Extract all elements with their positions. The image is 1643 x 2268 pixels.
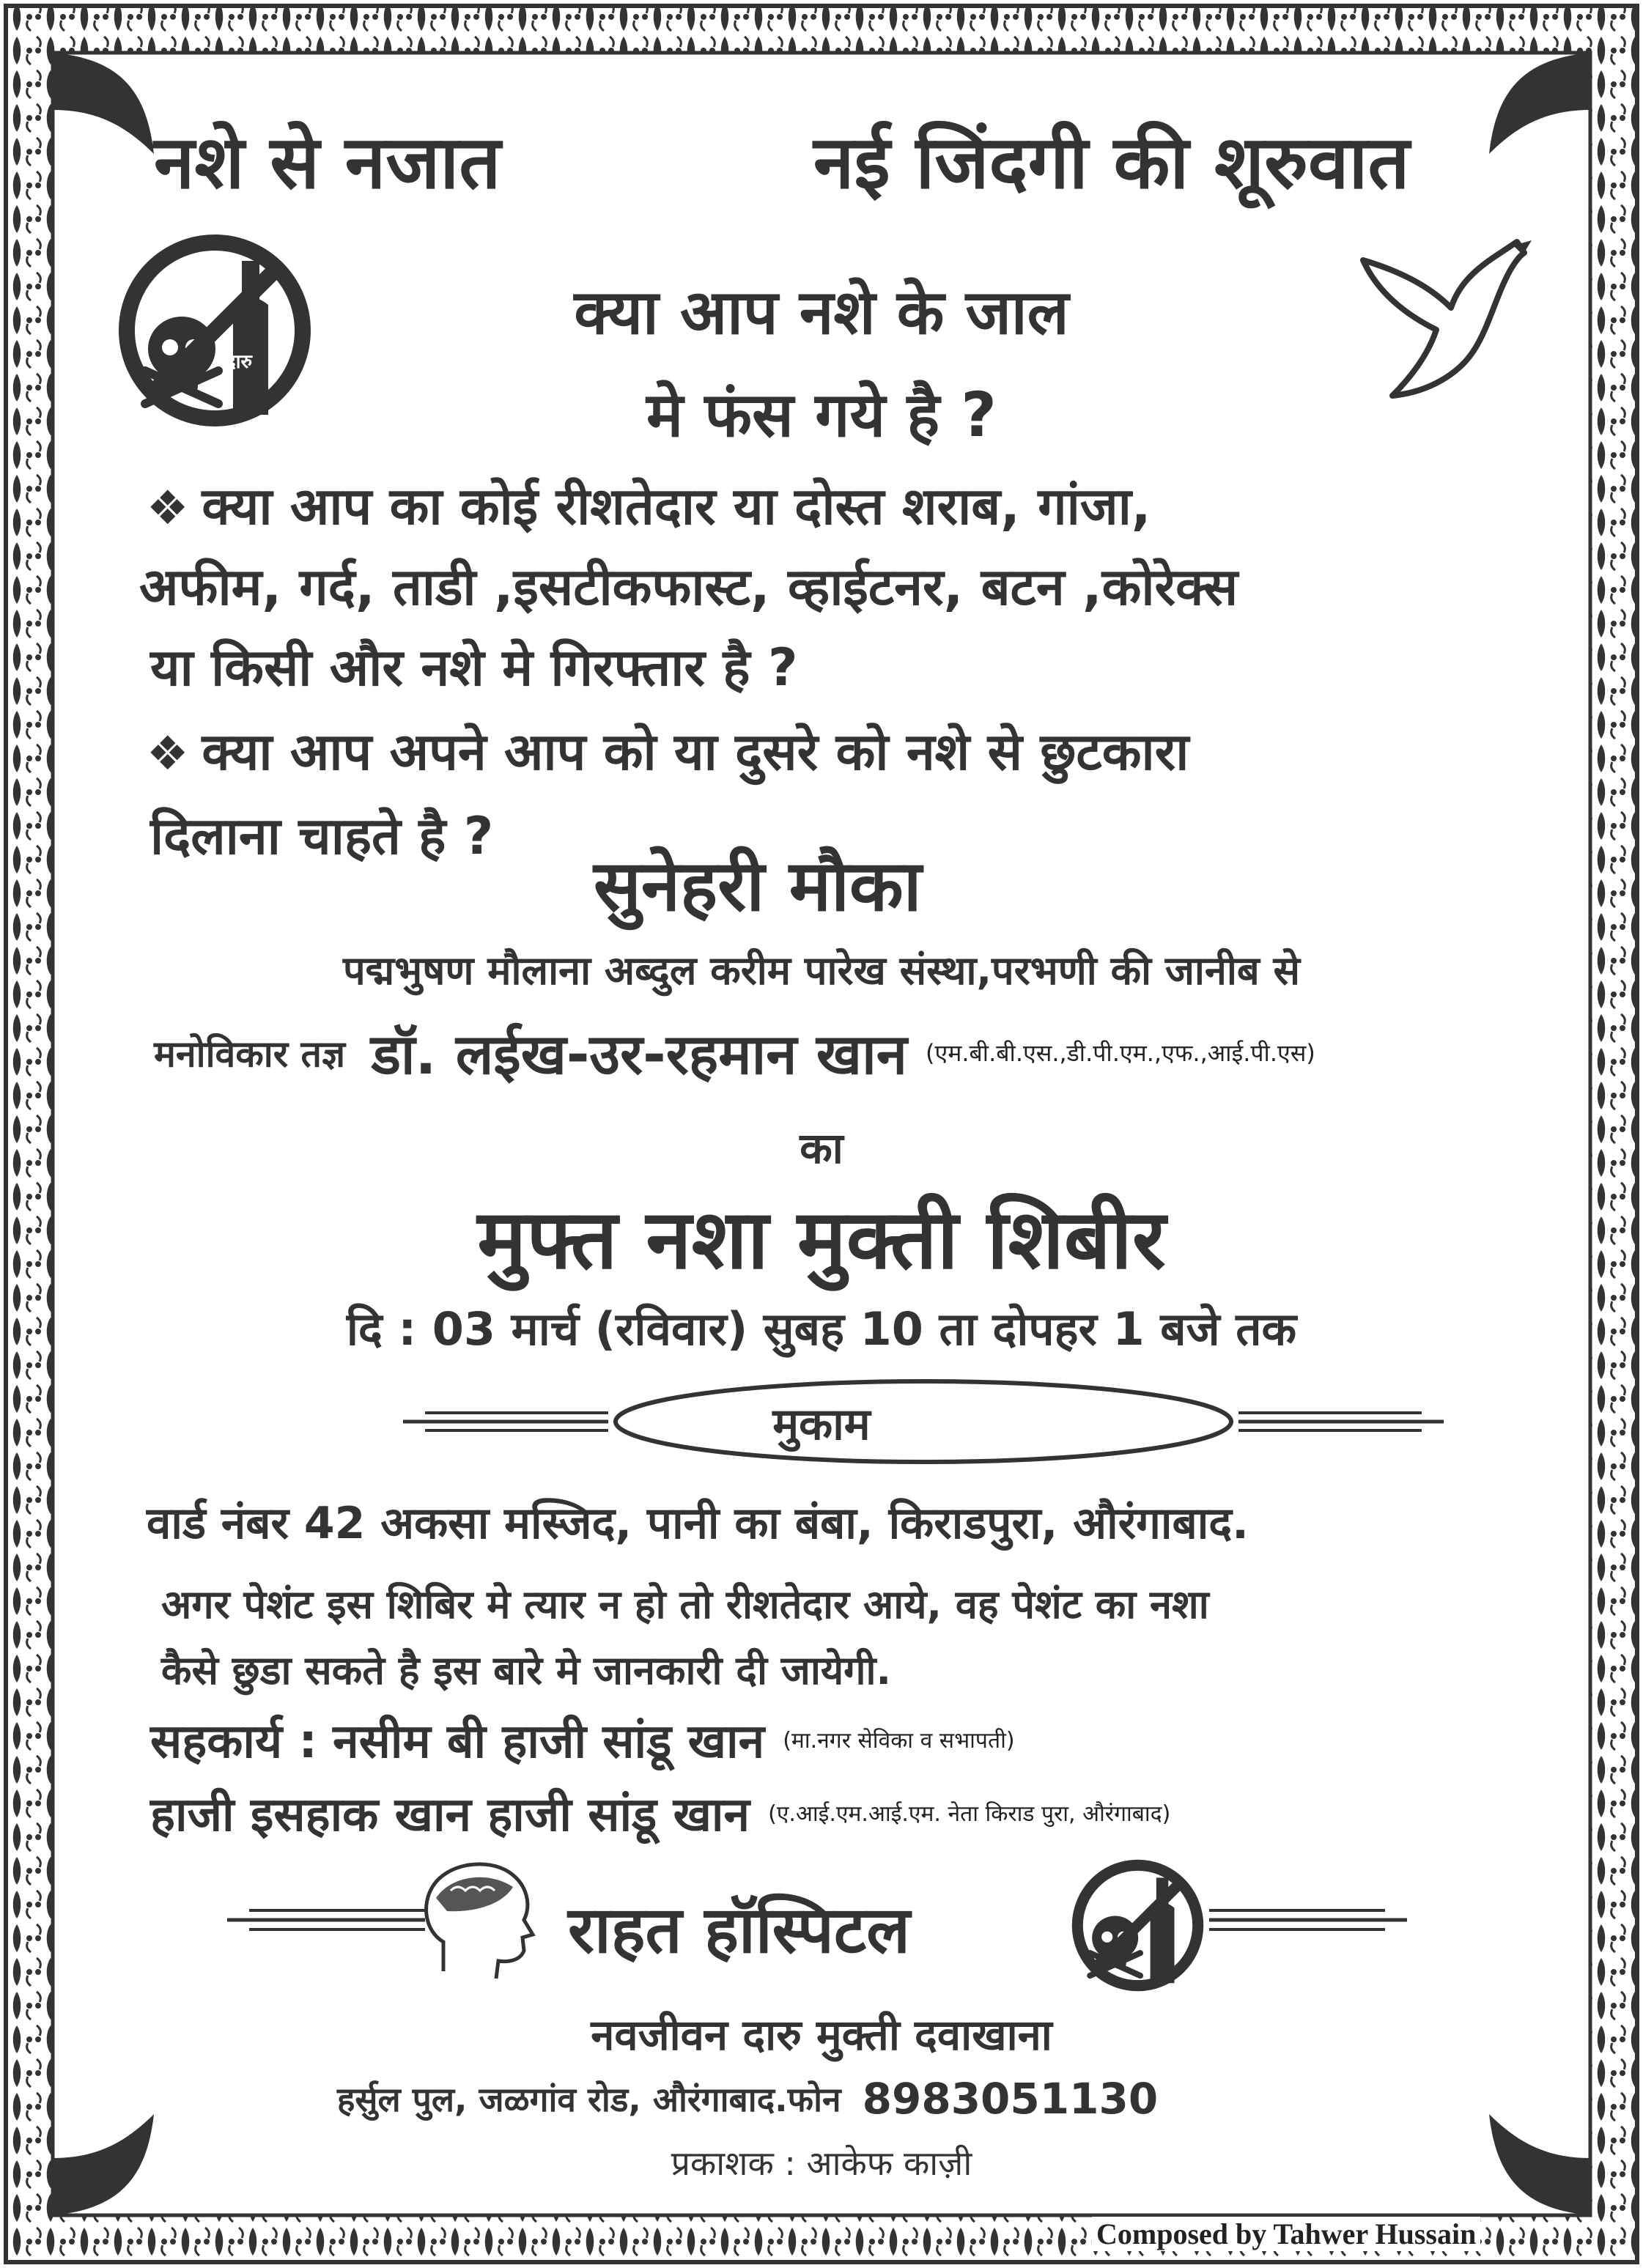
- composer-credit: Composed by Tahwer Hussain: [1092, 2217, 1480, 2251]
- hospital-address: हर्सुल पुल, जळगांव रोड, औरंगाबाद.फोन: [337, 2080, 841, 2119]
- diamond-bullet-icon: ❖: [147, 727, 189, 781]
- opportunity-title: सुनेहरी मौका: [594, 845, 922, 927]
- question-line-2: मे फंस गये है ?: [646, 379, 997, 451]
- question-line-1: क्या आप नशे के जाल: [574, 276, 1069, 348]
- bullet-1-line-3: या किसी और नशे मे गिरफ्तार है ?: [150, 638, 798, 698]
- hospital-address-line: [337, 2074, 1158, 2124]
- doctor-prefix: मनोविकार तज्ञ: [154, 1033, 346, 1076]
- note-line-1: अगर पेशंट इस शिबिर मे त्यार न हो तो रीशतेदार आये, वह पेशंट का नशा: [161, 1581, 1209, 1628]
- doctor-line: [154, 1015, 1315, 1090]
- right-slogan: नई जिंदगी की शूरुवात: [813, 119, 1410, 205]
- no-alcohol-small-badge: [1070, 1858, 1206, 1993]
- bullet-1-line-2: अफीम, गर्द, ताडी ,इसटीकफास्ट, व्हाईटनर, बटन ,कोरेक्स: [139, 557, 1238, 617]
- camp-title: मुफ्त नशा मुक्ती शिबीर: [477, 1192, 1166, 1288]
- hospital-phone: 8983051130: [862, 2074, 1159, 2124]
- diamond-bullet-icon: ❖: [147, 481, 189, 536]
- bullet-2-line-2: दिलाना चाहते है ?: [150, 806, 494, 866]
- cooperation-person-2: हाजी इसहाक खान हाजी सांडू खान: [150, 1788, 750, 1842]
- hospital-tagline: नवजीवन दारु मुक्ती दवाखाना: [591, 2010, 1052, 2060]
- cooperation-label: सहकार्य :: [150, 1715, 317, 1769]
- cooperation-person-2-role: (ए.आई.एम.आई.एम. नेता किराड पुरा, औरंगाबाद): [768, 1801, 1171, 1827]
- publisher: प्रकाशक : आकेफ काज़ी: [671, 2143, 972, 2183]
- cooperation-person-1-role: (मा.नगर सेविका व सभापती): [783, 1728, 1015, 1754]
- cooperation-line-2: [150, 1781, 1170, 1844]
- note-line-2: कैसे छुडा सकते है इस बारे मे जानकारी दी जायेगी.: [161, 1647, 892, 1693]
- ka-word: का: [800, 1123, 843, 1173]
- hospital-name: राहत हॉस्पिटल: [568, 1892, 910, 1968]
- doctor-name: डॉ. लईख-उर-रहमान खान: [371, 1022, 907, 1087]
- cooperation-line-1: [150, 1707, 1015, 1771]
- organization-line: पद्मभुषण मौलाना अब्दुल करीम पारेख संस्था,परभणी की जानीब से: [343, 948, 1300, 994]
- bullet-1-line-1: ❖ क्या आप का कोई रीशतेदार या दोस्त शराब, गांजा,: [147, 476, 1151, 536]
- camp-date-line: दि : 03 मार्च (रविवार) सुबह 10 ता दोपहर 1 बजे तक: [346, 1302, 1297, 1356]
- bottle-label: दारु: [226, 351, 253, 373]
- left-slogan: नशे से नजात: [154, 119, 501, 205]
- venue-address: वार्ड नंबर 42 अकसा मस्जिद, पानी का बंबा, किराडपुरा, औरंगाबाद.: [147, 1498, 1249, 1549]
- doctor-degrees: (एम.बी.बी.एस.,डी.पी.एम.,एफ.,आई.पी.एस): [926, 1039, 1315, 1067]
- cooperation-person-1: नसीम बी हाजी सांडू खान: [333, 1715, 765, 1769]
- brain-head-icon: [414, 1854, 546, 1986]
- venue-label: मुकाम: [772, 1399, 871, 1450]
- bullet-2-line-1: ❖ क्या आप अपने आप को या दुसरे को नशे से छुटकारा: [147, 722, 1189, 782]
